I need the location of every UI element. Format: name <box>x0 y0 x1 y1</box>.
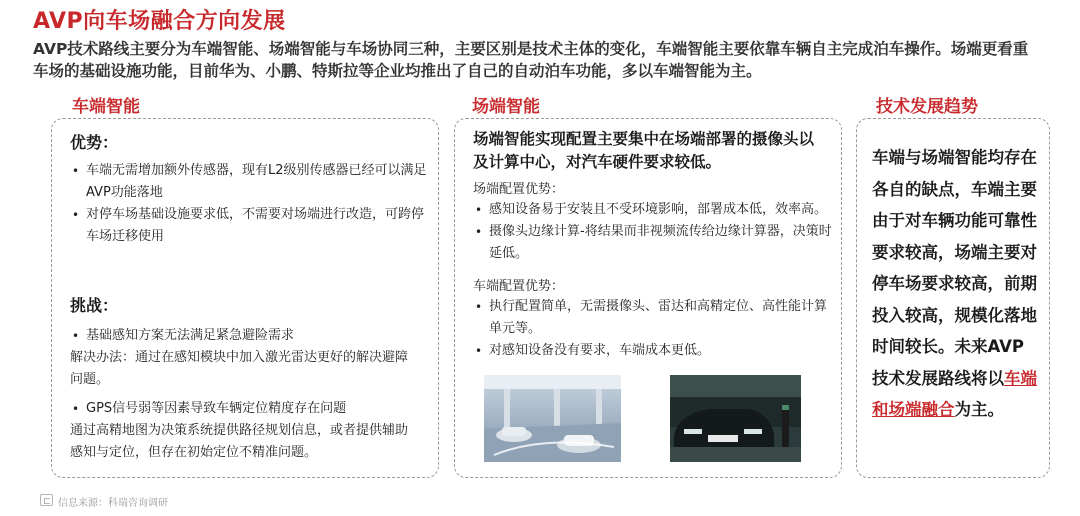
advantage-list <box>70 160 430 248</box>
list-item: • 感知设备易于安装且不受环境影响，部署成本低，效率高。 <box>473 199 838 221</box>
vehicle-heading: 车端智能 <box>72 97 140 117</box>
field-heading: 场端智能 <box>472 97 540 117</box>
parking-garage-image <box>484 375 621 462</box>
list-item: • 执行配置简单，无需摄像头、雷达和高精定位、高性能计算单元等。 <box>473 296 838 340</box>
advantage-title: 优势： <box>70 133 119 152</box>
trend-text-main: 车端与场端智能均存在各自的缺点，车端主要由于对车辆功能可靠性要求较高，场端主要对停车场要求较高，前期投入较高，规模化落地时间较长。未来AVP技术发展路线将以 <box>872 148 1037 388</box>
source-note: 信息来源：科瑞咨询调研 <box>58 498 168 509</box>
trend-text <box>872 142 1040 426</box>
challenge-title: 挑战： <box>70 296 119 315</box>
trend-text-end: 为主。 <box>954 400 1004 419</box>
trend-highlight: 车端和场端融合 <box>872 368 1037 419</box>
source-icon <box>40 494 53 506</box>
trend-heading: 技术发展趋势 <box>876 97 978 117</box>
field-adv-title: 场端配置优势： <box>473 182 565 197</box>
challenge-list-1 <box>70 325 430 347</box>
car-adv-list <box>473 296 838 362</box>
challenge-solution-1: 解决办法：通过在感知模块中加入激光雷达更好的解决避障问题。 <box>70 350 409 387</box>
intro-paragraph: AVP技术路线主要分为车端智能、场端智能与车场协同三种，主要区别是技术主体的变化，车端智能主要依靠车辆自主完成泊车操作。场端更看重车场的基础设施功能，目前华为、小鹏、特斯拉等企业均推出了自己的自动泊车功能，多以车端智能为主。 <box>33 40 1029 80</box>
field-lead: 场端智能实现配置主要集中在场端部署的摄像头以及计算中心，对汽车硬件要求较低。 <box>473 130 815 171</box>
list-item: • 车端无需增加额外传感器，现有L2级别传感器已经可以满足AVP功能落地 <box>70 160 430 204</box>
car-charging-image <box>670 375 801 462</box>
list-item: • 对感知设备没有要求，车端成本更低。 <box>473 340 838 362</box>
challenge-solution-2: 通过高精地图为决策系统提供路径规划信息，或者提供辅助感知与定位，但存在初始定位不精准问题。 <box>70 423 409 460</box>
list-item: • 基础感知方案无法满足紧急避险需求 <box>70 325 430 347</box>
car-adv-title: 车端配置优势： <box>473 279 565 294</box>
list-item: • 对停车场基础设施要求低，不需要对场端进行改造，可跨停车场迁移使用 <box>70 204 430 248</box>
field-adv-list <box>473 199 838 265</box>
page-title: AVP向车场融合方向发展 <box>33 9 286 34</box>
list-item: • 摄像头边缘计算-将结果而非视频流传给边缘计算器，决策时延低。 <box>473 221 838 265</box>
challenge-list-2 <box>70 398 430 420</box>
list-item: • GPS信号弱等因素导致车辆定位精度存在问题 <box>70 398 430 420</box>
